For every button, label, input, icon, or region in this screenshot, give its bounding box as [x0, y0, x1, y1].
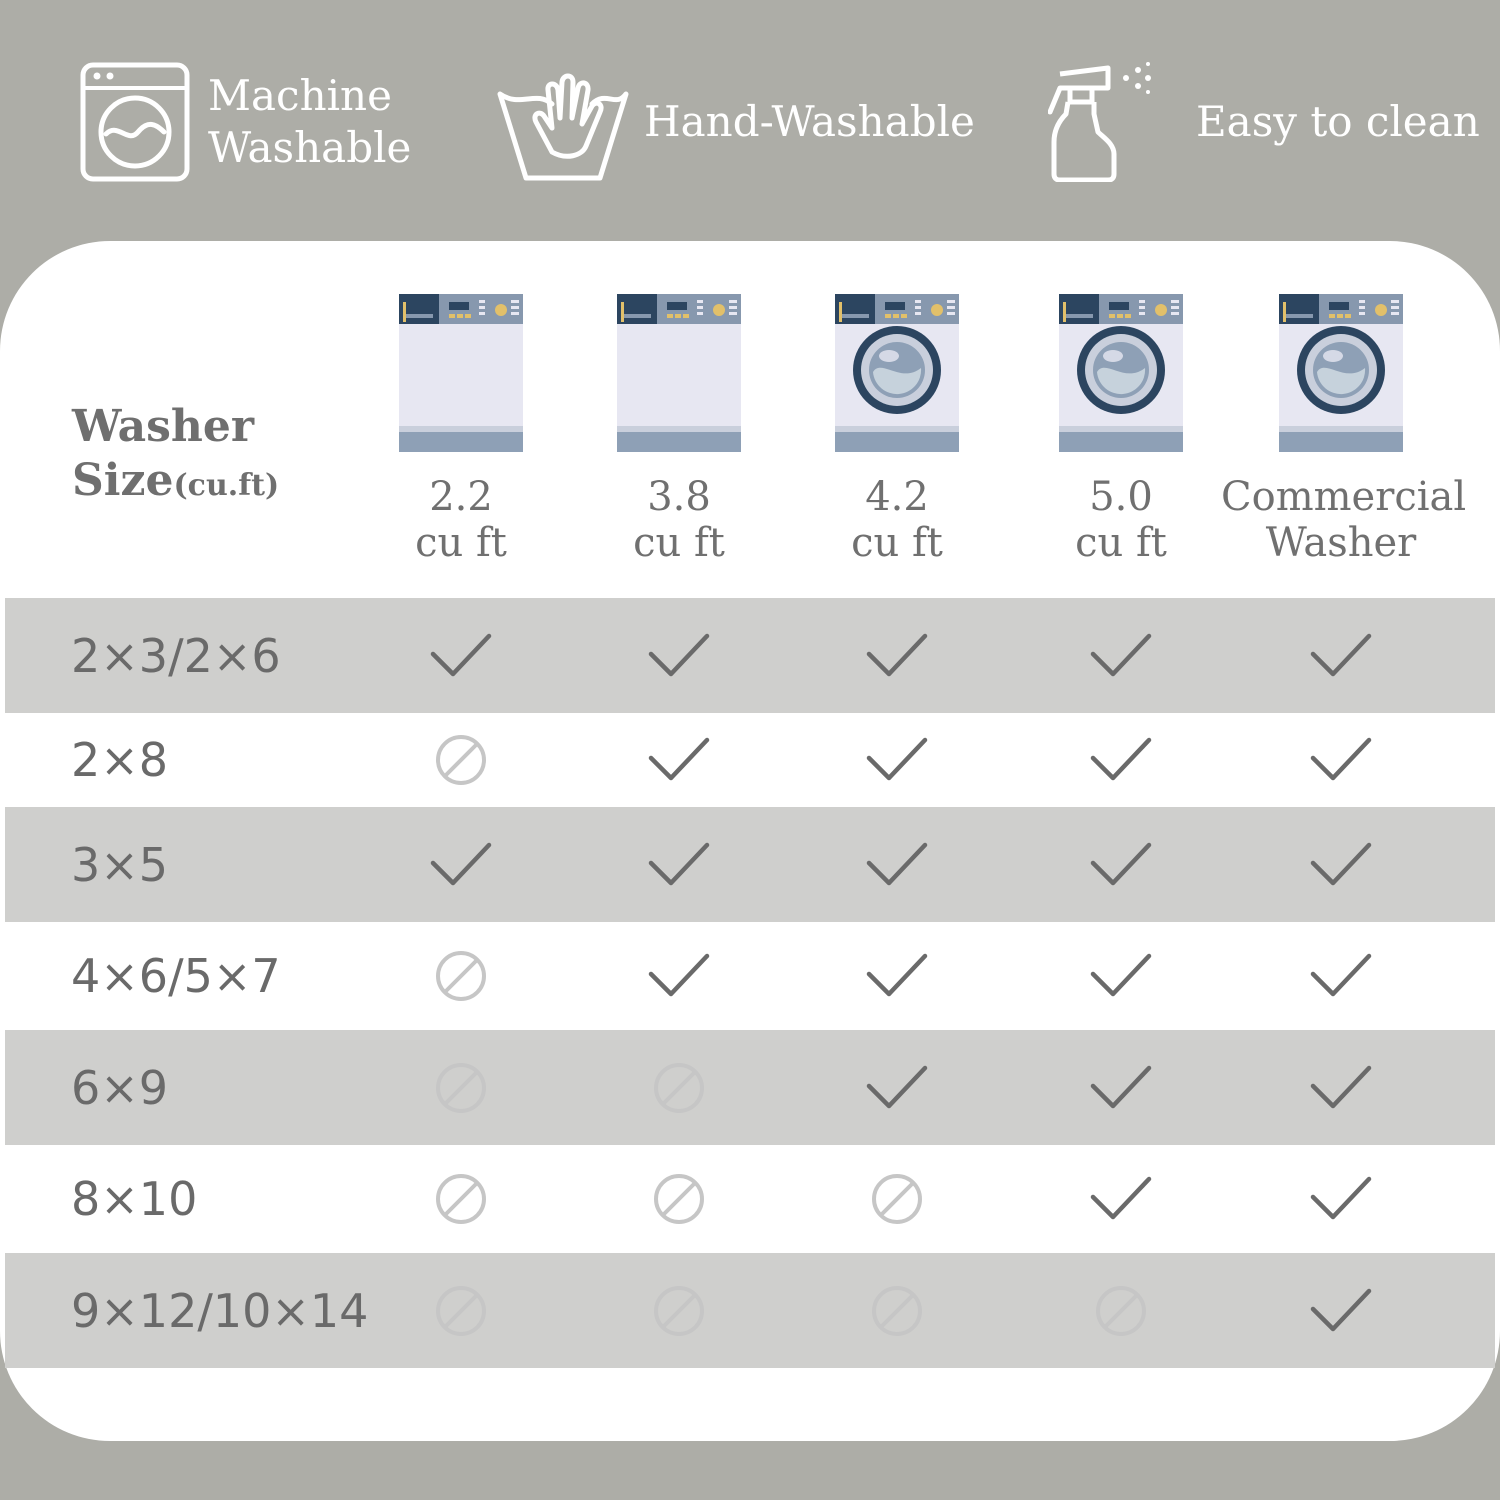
not-allowed-icon [429, 1167, 493, 1231]
table-row [5, 1253, 1495, 1368]
checkmark-icon [647, 728, 711, 792]
checkmark-icon [865, 944, 929, 1008]
checkmark-icon [1089, 944, 1153, 1008]
not-allowed-icon [429, 728, 493, 792]
top-load-washer-icon [615, 292, 743, 454]
checkmark-icon [1309, 944, 1373, 1008]
washer-capacity-label: 5.0 cu ft [1075, 474, 1167, 566]
checkmark-icon [429, 833, 493, 897]
not-allowed-icon [647, 1279, 711, 1343]
washer-column-2 [559, 292, 799, 566]
rug-size-label: 4×6/5×7 [71, 949, 281, 1003]
checkmark-icon [1309, 833, 1373, 897]
table-row [5, 807, 1495, 922]
washer-capacity-label: Commercial Washer [1221, 474, 1467, 566]
checkmark-icon [647, 944, 711, 1008]
checkmark-icon [1089, 1056, 1153, 1120]
not-allowed-icon [429, 944, 493, 1008]
rug-size-label: 3×5 [71, 837, 169, 892]
checkmark-icon [1309, 1056, 1373, 1120]
not-allowed-icon [429, 944, 493, 1008]
not-allowed-icon [429, 728, 493, 792]
checkmark-icon [1089, 1056, 1153, 1120]
checkmark-icon [865, 1056, 929, 1120]
table-row [5, 1145, 1495, 1253]
not-allowed-icon [647, 1167, 711, 1231]
checkmark-icon [865, 728, 929, 792]
not-allowed-icon [647, 1056, 711, 1120]
checkmark-icon [1089, 728, 1153, 792]
checkmark-icon [1309, 728, 1373, 792]
checkmark-icon [1089, 833, 1153, 897]
checkmark-icon [647, 624, 711, 688]
washer-capacity-label: 2.2 cu ft [415, 474, 507, 566]
not-allowed-icon [429, 1279, 493, 1343]
checkmark-icon [1309, 833, 1373, 897]
washer-column-5 [1221, 292, 1467, 566]
checkmark-icon [1089, 728, 1153, 792]
checkmark-icon [429, 624, 493, 688]
checkmark-icon [1309, 1279, 1373, 1343]
checkmark-icon [1309, 1167, 1373, 1231]
rug-size-label: 2×3/2×6 [71, 628, 281, 683]
checkmark-icon [865, 944, 929, 1008]
not-allowed-icon [647, 1056, 711, 1120]
checkmark-icon [1309, 1167, 1373, 1231]
feature-label: Hand-Washable [644, 97, 975, 146]
checkmark-icon [647, 833, 711, 897]
front-load-washer-icon [1057, 292, 1185, 454]
washing-machine-icon [80, 62, 190, 182]
front-load-washer-icon [1277, 292, 1405, 454]
feature-strip [0, 0, 1500, 240]
washer-capacity-label: 4.2 cu ft [851, 474, 943, 566]
table-row [5, 713, 1495, 807]
checkmark-icon [1309, 728, 1373, 792]
table-row [5, 922, 1495, 1030]
checkmark-icon [429, 624, 493, 688]
not-allowed-icon [1089, 1279, 1153, 1343]
checkmark-icon [1089, 624, 1153, 688]
washer-column-1 [341, 292, 581, 566]
washer-size-header: Washer Size(cu.ft) [72, 401, 280, 506]
checkmark-icon [865, 833, 929, 897]
rug-size-label: 6×9 [71, 1060, 169, 1115]
washer-capacity-label: 3.8 cu ft [633, 474, 725, 566]
not-allowed-icon [1089, 1279, 1153, 1343]
not-allowed-icon [647, 1167, 711, 1231]
table-row [5, 598, 1495, 713]
rug-size-label: 9×12/10×14 [71, 1283, 369, 1338]
not-allowed-icon [429, 1279, 493, 1343]
checkmark-icon [647, 624, 711, 688]
top-load-washer-icon [397, 292, 525, 454]
table-row [5, 1030, 1495, 1145]
checkmark-icon [1309, 1279, 1373, 1343]
spray-bottle-icon [1048, 62, 1152, 182]
feature-easy-to-clean [1048, 62, 1480, 182]
not-allowed-icon [429, 1167, 493, 1231]
hand-wash-icon [496, 60, 630, 184]
checkmark-icon [1089, 944, 1153, 1008]
checkmark-icon [1309, 624, 1373, 688]
feature-label: Machine Washable [208, 71, 412, 172]
checkmark-icon [647, 944, 711, 1008]
not-allowed-icon [865, 1167, 929, 1231]
checkmark-icon [865, 624, 929, 688]
checkmark-icon [1309, 624, 1373, 688]
checkmark-icon [1309, 944, 1373, 1008]
not-allowed-icon [865, 1279, 929, 1343]
checkmark-icon [647, 833, 711, 897]
not-allowed-icon [429, 1056, 493, 1120]
checkmark-icon [1089, 833, 1153, 897]
washer-column-4 [1001, 292, 1241, 566]
checkmark-icon [865, 833, 929, 897]
rug-size-label: 2×8 [71, 733, 169, 787]
front-load-washer-icon [833, 292, 961, 454]
rug-size-label: 8×10 [71, 1172, 198, 1226]
not-allowed-icon [865, 1279, 929, 1343]
washer-column-3 [777, 292, 1017, 566]
feature-label: Easy to clean [1196, 97, 1480, 146]
checkmark-icon [865, 1056, 929, 1120]
checkmark-icon [1089, 1167, 1153, 1231]
checkmark-icon [865, 624, 929, 688]
checkmark-icon [429, 833, 493, 897]
not-allowed-icon [429, 1056, 493, 1120]
not-allowed-icon [865, 1167, 929, 1231]
checkmark-icon [865, 728, 929, 792]
checkmark-icon [1089, 1167, 1153, 1231]
feature-hand-washable [496, 60, 975, 184]
feature-machine-washable [80, 62, 411, 182]
checkmark-icon [1089, 624, 1153, 688]
checkmark-icon [1309, 1056, 1373, 1120]
checkmark-icon [647, 728, 711, 792]
not-allowed-icon [647, 1279, 711, 1343]
